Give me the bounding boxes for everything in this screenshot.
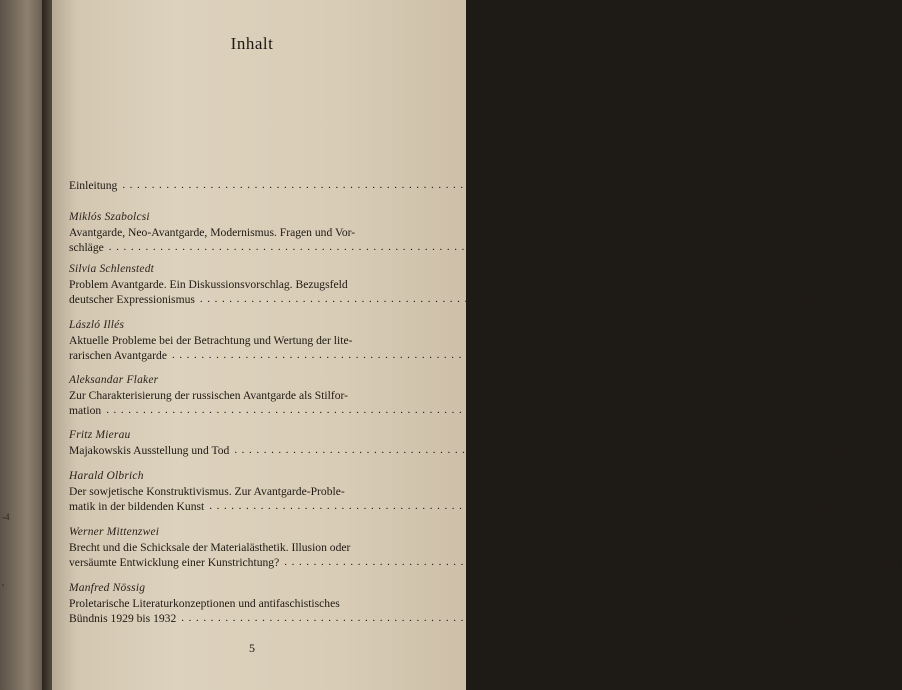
toc-entry-title: Einleitung — [69, 179, 118, 192]
leader-dots: ................................................................................ — [106, 404, 695, 417]
toc-page-number: 7 — [734, 179, 741, 192]
toc-author: László Illés — [69, 319, 125, 331]
toc-author: Werner Mittenzwei — [69, 526, 160, 538]
toc-entry-title: schläge — [69, 241, 104, 255]
toc-author: Miklós Szabolcsi — [69, 211, 150, 223]
leader-dots: ................................................................................ — [199, 293, 788, 306]
toc-title-line: Proletarische Literaturkonzeptionen und antifaschistisches — [69, 597, 340, 610]
page-title: Inhalt — [230, 34, 274, 53]
toc-title-line: Brecht und die Schicksale der Materialästhetik. Illusion oder — [69, 541, 351, 554]
page-number: 5 — [249, 641, 255, 655]
toc-page-number: 100 — [834, 444, 853, 457]
toc-entry-title: deutscher Expressionismus — [69, 293, 195, 307]
toc-page-number: 169 — [781, 612, 800, 626]
toc-entry-3 — [69, 262, 818, 307]
toc-line-last — [69, 499, 828, 514]
toc-line-last — [69, 443, 853, 458]
toc-title-line: Der sowjetische Konstruktivismus. Zur Avantgarde-Proble- — [69, 485, 345, 498]
toc-entry-title: Bündnis 1929 bis 1932 — [69, 612, 177, 626]
toc-title-line: Aktuelle Probleme bei der Betrachtung und Wertung der lite- — [69, 334, 353, 347]
toc-line-last — [69, 555, 902, 570]
leader-dots: ................................................................................ — [108, 241, 697, 254]
toc-page-number: 61 — [712, 404, 725, 418]
toc-entry-8 — [69, 525, 902, 570]
left-page-fragment: , — [2, 577, 5, 587]
toc-page-number: 141 — [884, 556, 902, 570]
toc-entry-title: matik in der bildenden Kunst — [69, 500, 205, 514]
toc-entry-2 — [69, 210, 727, 255]
toc-entry-title: versäumte Entwicklung einer Kunstrichtung? — [69, 556, 280, 570]
toc-entry-title: mation — [69, 404, 102, 418]
leader-dots: ................................................................................ — [181, 612, 770, 625]
toc-author: Aleksandar Flaker — [69, 374, 159, 386]
toc-entry-7 — [69, 469, 828, 514]
toc-page-number: 23 — [715, 241, 727, 255]
toc-entry-9 — [69, 581, 800, 626]
left-page-fragment: -4 — [2, 512, 10, 522]
leader-dots: ................................................................................ — [122, 179, 711, 191]
toc-line-last — [69, 403, 725, 418]
toc-entry-1 — [69, 178, 741, 193]
toc-page-number: 39 — [806, 293, 818, 307]
toc-title-line: Problem Avantgarde. Ein Diskussionsvorschlag. Bezugsfeld — [69, 278, 348, 291]
toc-entry-title: rarischen Avantgarde — [69, 349, 167, 363]
toc-line-last — [69, 178, 741, 193]
toc-line-last — [69, 292, 818, 307]
toc-entry-4 — [69, 318, 790, 363]
leader-dots: ................................................................................ — [171, 349, 760, 362]
leader-dots: ................................................................................ — [209, 500, 798, 513]
toc-line-last — [69, 611, 800, 626]
toc-entry-5 — [69, 373, 725, 418]
toc-author: Fritz Mierau — [69, 429, 131, 441]
toc-title-line: Zur Charakterisierung der russischen Avantgarde als Stilfor- — [69, 389, 349, 402]
toc-entry-6 — [69, 428, 853, 458]
toc-entry-title: Majakowskis Ausstellung und Tod — [69, 444, 230, 457]
toc-line-last — [69, 240, 727, 255]
toc-author: Manfred Nössig — [69, 582, 146, 594]
toc-title-line: Avantgarde, Neo-Avantgarde, Modernismus. Fragen und Vor- — [69, 226, 356, 239]
toc-page-number: 125 — [809, 500, 828, 514]
leader-dots: ................................................................................ — [234, 444, 823, 456]
book-page — [52, 0, 902, 690]
toc-page-number: 55 — [778, 349, 790, 363]
toc-line-last — [69, 348, 790, 363]
toc-author: Silvia Schlenstedt — [69, 263, 155, 275]
leader-dots: ................................................................................ — [284, 556, 873, 569]
toc-author: Harald Olbrich — [69, 470, 144, 482]
